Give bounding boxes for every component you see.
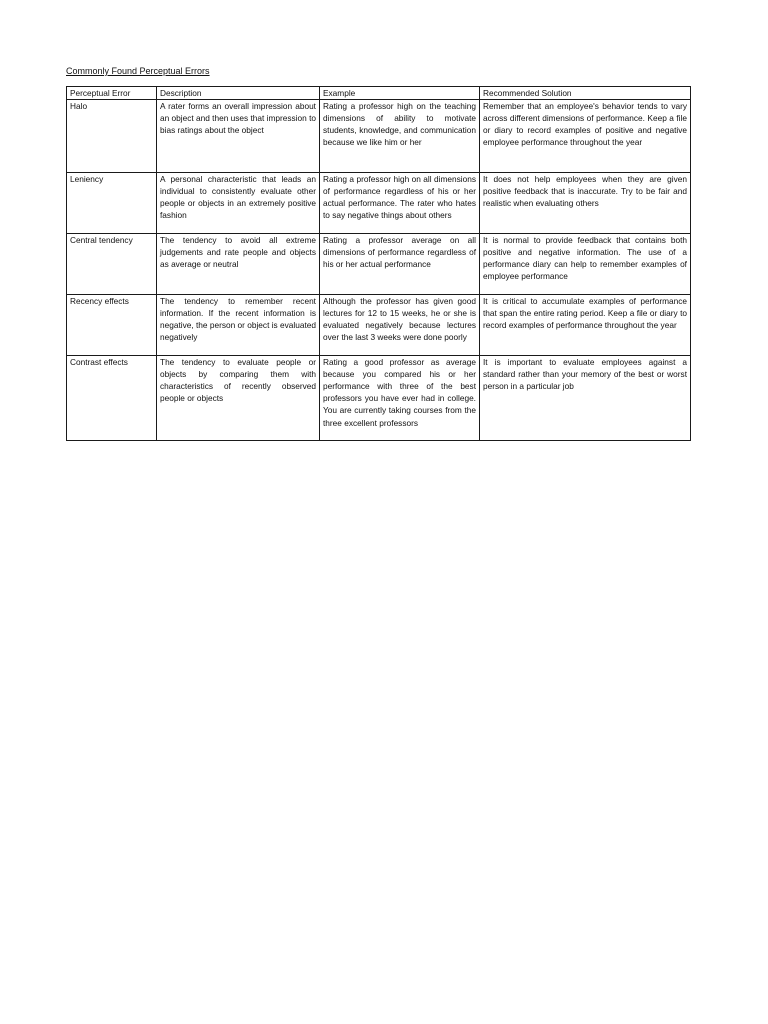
cell-solution: It does not help employees when they are given positive feedback that is inaccurate. Try to be fair and realistic when evaluating others [480, 173, 691, 234]
cell-solution: It is important to evaluate employees against a standard rather than your memory of the best or worst person in a particular job [480, 356, 691, 441]
table-row [67, 173, 691, 234]
cell-example: Rating a professor average on all dimensions of performance regardless of his or her actual performance [320, 234, 480, 295]
table-header-row [67, 87, 691, 100]
header-recommended-solution: Recommended Solution [480, 87, 691, 100]
cell-description: A personal characteristic that leads an individual to consistently evaluate other people or objects in an extremely positive fashion [157, 173, 320, 234]
cell-error: Contrast effects [67, 356, 157, 441]
perceptual-errors-table [66, 86, 691, 441]
cell-example: Although the professor has given good lectures for 12 to 15 weeks, he or she is evaluated negatively because lectures over the last 3 weeks were done poorly [320, 295, 480, 356]
cell-solution: It is normal to provide feedback that contains both positive and negative information. The use of a performance diary can help to remember examples of employee performance [480, 234, 691, 295]
header-description: Description [157, 87, 320, 100]
cell-error: Recency effects [67, 295, 157, 356]
document-title: Commonly Found Perceptual Errors [66, 66, 210, 76]
cell-description: The tendency to avoid all extreme judgements and rate people and objects as average or neutral [157, 234, 320, 295]
cell-example: Rating a professor high on the teaching dimensions of ability to motivate students, knowledge, and communication because we like him or her [320, 100, 480, 173]
cell-example: Rating a professor high on all dimensions of performance regardless of his or her actual performance. The rater who hates to say negative things about others [320, 173, 480, 234]
cell-description: A rater forms an overall impression about an object and then uses that impression to bias ratings about the object [157, 100, 320, 173]
table-row [67, 356, 691, 441]
cell-error: Leniency [67, 173, 157, 234]
cell-example: Rating a good professor as average because you compared his or her performance with three of the best professors you have ever had in college. You are currently taking courses from the three excellent professors [320, 356, 480, 441]
cell-description: The tendency to remember recent information. If the recent information is negative, the person or object is evaluated negatively [157, 295, 320, 356]
table-row [67, 295, 691, 356]
cell-solution: Remember that an employee's behavior tends to vary across different dimensions of performance. Keep a file or diary to record examples of positive and negative employee performance throughout the year [480, 100, 691, 173]
cell-solution: It is critical to accumulate examples of performance that span the entire rating period. Keep a file or diary to record examples of performance throughout the year [480, 295, 691, 356]
cell-description: The tendency to evaluate people or objects by comparing them with characteristics of recently observed people or objects [157, 356, 320, 441]
table-row [67, 100, 691, 173]
cell-error: Central tendency [67, 234, 157, 295]
header-example: Example [320, 87, 480, 100]
header-perceptual-error: Perceptual Error [67, 87, 157, 100]
table-row [67, 234, 691, 295]
cell-error: Halo [67, 100, 157, 173]
